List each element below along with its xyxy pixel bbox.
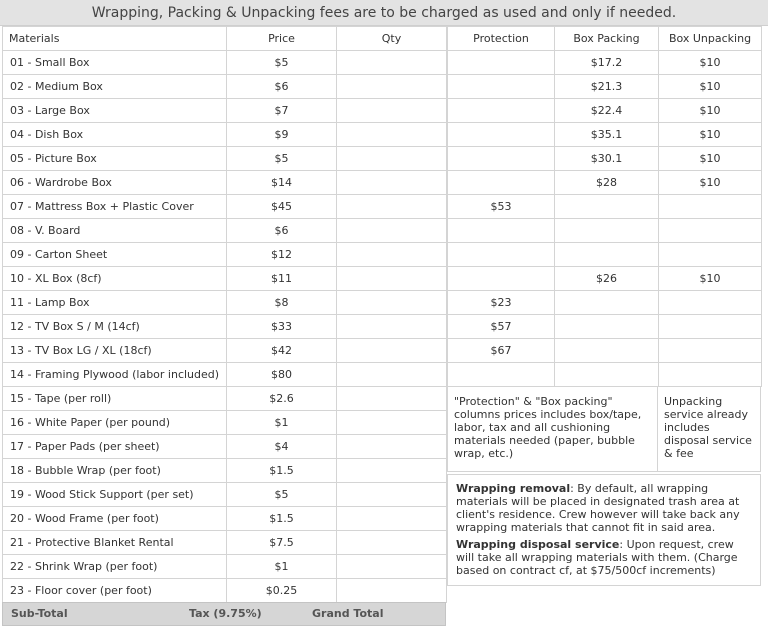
material-qty-cell[interactable]	[337, 75, 447, 99]
box-unpacking-price	[659, 339, 762, 363]
protection-price	[448, 267, 555, 291]
material-name: 12 - TV Box S / M (14cf)	[3, 315, 227, 339]
material-price: $4	[227, 435, 337, 459]
material-qty-cell[interactable]	[337, 531, 447, 555]
material-qty-cell[interactable]	[337, 411, 447, 435]
protection-price: $57	[448, 315, 555, 339]
box-packing-price	[555, 339, 659, 363]
material-price: $2.6	[227, 387, 337, 411]
material-qty-cell[interactable]	[337, 291, 447, 315]
box-packing-price: $21.3	[555, 75, 659, 99]
material-qty-cell[interactable]	[337, 219, 447, 243]
box-unpacking-price: $10	[659, 75, 762, 99]
service-row	[448, 363, 762, 387]
box-unpacking-price	[659, 363, 762, 387]
box-packing-price	[555, 291, 659, 315]
material-row	[3, 99, 447, 123]
material-name: 16 - White Paper (per pound)	[3, 411, 227, 435]
box-unpacking-header: Box Unpacking	[659, 27, 762, 51]
service-row	[448, 195, 762, 219]
material-row	[3, 531, 447, 555]
material-name: 21 - Protective Blanket Rental	[3, 531, 227, 555]
box-unpacking-price	[659, 243, 762, 267]
services-header-row	[448, 27, 762, 51]
material-price: $1.5	[227, 507, 337, 531]
box-packing-price: $28	[555, 171, 659, 195]
material-row	[3, 387, 447, 411]
material-qty-cell[interactable]	[337, 579, 447, 603]
material-price: $5	[227, 51, 337, 75]
wrapping-removal-paragraph	[456, 482, 752, 534]
protection-price	[448, 243, 555, 267]
material-price: $33	[227, 315, 337, 339]
box-unpacking-price	[659, 195, 762, 219]
material-price: $12	[227, 243, 337, 267]
material-row	[3, 267, 447, 291]
protection-header: Protection	[448, 27, 555, 51]
material-name: 08 - V. Board	[3, 219, 227, 243]
materials-header: Materials	[3, 27, 227, 51]
material-row	[3, 219, 447, 243]
materials-table	[2, 26, 447, 603]
material-qty-cell[interactable]	[337, 315, 447, 339]
service-row	[448, 75, 762, 99]
material-name: 23 - Floor cover (per foot)	[3, 579, 227, 603]
material-row	[3, 555, 447, 579]
material-row	[3, 315, 447, 339]
subtotal-label: Sub-Total	[11, 607, 68, 620]
material-price: $80	[227, 363, 337, 387]
material-price: $11	[227, 267, 337, 291]
protection-price	[448, 123, 555, 147]
box-unpacking-price: $10	[659, 171, 762, 195]
unpacking-note: Unpacking service already includes disposal service & fee	[664, 395, 752, 460]
services-body	[448, 51, 762, 387]
material-row	[3, 483, 447, 507]
protection-packing-note: "Protection" & "Box packing" columns prices includes box/tape, labor, tax and all cushioning materials needed (paper, bubble wrap, etc.)	[448, 387, 658, 471]
material-name: 04 - Dish Box	[3, 123, 227, 147]
disposal-text: : Upon request, crew will take all wrapping materials with them. (Charge based on contract cf, at $75/500cf increments)	[456, 538, 738, 577]
disposal-title: Wrapping disposal service	[456, 538, 620, 551]
material-qty-cell[interactable]	[337, 555, 447, 579]
material-row	[3, 339, 447, 363]
box-unpacking-price: $10	[659, 99, 762, 123]
service-row	[448, 123, 762, 147]
protection-price: $67	[448, 339, 555, 363]
material-price: $6	[227, 75, 337, 99]
service-row	[448, 291, 762, 315]
box-packing-price	[555, 243, 659, 267]
material-price: $1.5	[227, 459, 337, 483]
material-qty-cell[interactable]	[337, 99, 447, 123]
material-price: $1	[227, 411, 337, 435]
material-qty-cell[interactable]	[337, 267, 447, 291]
protection-price	[448, 51, 555, 75]
pricing-notes	[447, 386, 761, 472]
box-packing-price	[555, 195, 659, 219]
material-row	[3, 51, 447, 75]
material-price: $0.25	[227, 579, 337, 603]
material-row	[3, 579, 447, 603]
box-packing-price: $30.1	[555, 147, 659, 171]
material-row	[3, 75, 447, 99]
box-unpacking-price: $10	[659, 267, 762, 291]
material-row	[3, 291, 447, 315]
service-row	[448, 147, 762, 171]
material-price: $8	[227, 291, 337, 315]
material-row	[3, 243, 447, 267]
material-name: 11 - Lamp Box	[3, 291, 227, 315]
box-unpacking-price: $10	[659, 51, 762, 75]
material-name: 20 - Wood Frame (per foot)	[3, 507, 227, 531]
totals-bar	[2, 602, 446, 626]
material-price: $45	[227, 195, 337, 219]
material-name: 17 - Paper Pads (per sheet)	[3, 435, 227, 459]
protection-price: $23	[448, 291, 555, 315]
protection-price	[448, 171, 555, 195]
box-unpacking-price	[659, 315, 762, 339]
material-price: $5	[227, 483, 337, 507]
material-name: 05 - Picture Box	[3, 147, 227, 171]
wrapping-removal-title: Wrapping removal	[456, 482, 571, 495]
box-packing-price: $26	[555, 267, 659, 291]
material-price: $42	[227, 339, 337, 363]
material-name: 15 - Tape (per roll)	[3, 387, 227, 411]
material-row	[3, 507, 447, 531]
tax-label: Tax (9.75%)	[189, 607, 262, 620]
box-packing-price: $35.1	[555, 123, 659, 147]
material-price: $6	[227, 219, 337, 243]
protection-price	[448, 99, 555, 123]
material-qty-cell[interactable]	[337, 51, 447, 75]
box-unpacking-price: $10	[659, 147, 762, 171]
material-price: $5	[227, 147, 337, 171]
material-row	[3, 171, 447, 195]
material-name: 02 - Medium Box	[3, 75, 227, 99]
service-row	[448, 219, 762, 243]
service-row	[448, 243, 762, 267]
material-row	[3, 123, 447, 147]
materials-header-row	[3, 27, 447, 51]
material-name: 22 - Shrink Wrap (per foot)	[3, 555, 227, 579]
protection-price	[448, 147, 555, 171]
box-packing-price	[555, 315, 659, 339]
material-price: $1	[227, 555, 337, 579]
material-row	[3, 363, 447, 387]
fees-banner: Wrapping, Packing & Unpacking fees are to be charged as used and only if needed.	[0, 0, 768, 26]
price-header: Price	[227, 27, 337, 51]
material-row	[3, 459, 447, 483]
material-qty-cell[interactable]	[337, 339, 447, 363]
material-qty-cell[interactable]	[337, 435, 447, 459]
service-row	[448, 51, 762, 75]
protection-price: $53	[448, 195, 555, 219]
material-price: $7	[227, 99, 337, 123]
material-name: 18 - Bubble Wrap (per foot)	[3, 459, 227, 483]
material-qty-cell[interactable]	[337, 363, 447, 387]
material-row	[3, 411, 447, 435]
box-packing-price	[555, 219, 659, 243]
material-row	[3, 147, 447, 171]
material-qty-cell[interactable]	[337, 123, 447, 147]
material-name: 03 - Large Box	[3, 99, 227, 123]
material-qty-cell[interactable]	[337, 195, 447, 219]
box-packing-price	[555, 363, 659, 387]
material-name: 09 - Carton Sheet	[3, 243, 227, 267]
material-qty-cell[interactable]	[337, 147, 447, 171]
box-unpacking-price	[659, 291, 762, 315]
material-qty-cell[interactable]	[337, 483, 447, 507]
material-name: 10 - XL Box (8cf)	[3, 267, 227, 291]
material-name: 07 - Mattress Box + Plastic Cover	[3, 195, 227, 219]
wrapping-removal-text: : By default, all wrapping materials will be placed in designated trash area at client's residence. Crew however will take back any wrapping materials that cannot fit in said area.	[456, 482, 740, 534]
service-row	[448, 171, 762, 195]
box-packing-price: $22.4	[555, 99, 659, 123]
material-name: 06 - Wardrobe Box	[3, 171, 227, 195]
material-row	[3, 195, 447, 219]
material-qty-cell[interactable]	[337, 171, 447, 195]
service-row	[448, 99, 762, 123]
material-qty-cell[interactable]	[337, 459, 447, 483]
box-packing-header: Box Packing	[555, 27, 659, 51]
materials-body	[3, 51, 447, 603]
material-row	[3, 435, 447, 459]
protection-price	[448, 219, 555, 243]
material-price: $9	[227, 123, 337, 147]
material-price: $14	[227, 171, 337, 195]
material-name: 01 - Small Box	[3, 51, 227, 75]
wrapping-policy	[447, 474, 761, 586]
disposal-paragraph	[456, 538, 752, 577]
material-name: 19 - Wood Stick Support (per set)	[3, 483, 227, 507]
grand-total-label: Grand Total	[312, 607, 384, 620]
material-qty-cell[interactable]	[337, 243, 447, 267]
box-unpacking-price: $10	[659, 123, 762, 147]
service-row	[448, 315, 762, 339]
material-name: 13 - TV Box LG / XL (18cf)	[3, 339, 227, 363]
service-row	[448, 267, 762, 291]
material-qty-cell[interactable]	[337, 387, 447, 411]
material-qty-cell[interactable]	[337, 507, 447, 531]
box-unpacking-price	[659, 219, 762, 243]
box-packing-price: $17.2	[555, 51, 659, 75]
protection-price	[448, 363, 555, 387]
services-table	[447, 26, 762, 387]
service-row	[448, 339, 762, 363]
protection-price	[448, 75, 555, 99]
material-price: $7.5	[227, 531, 337, 555]
material-name: 14 - Framing Plywood (labor included)	[3, 363, 227, 387]
qty-header: Qty	[337, 27, 447, 51]
